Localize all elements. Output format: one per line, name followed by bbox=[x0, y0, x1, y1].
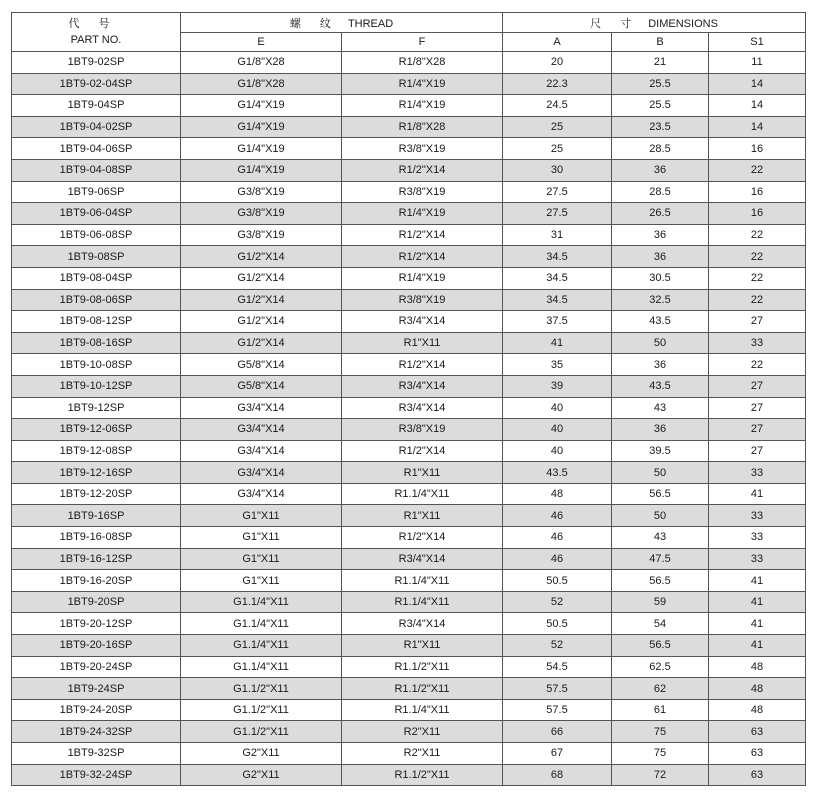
table-row bbox=[12, 462, 806, 484]
dim-s1-cell: 27 bbox=[709, 397, 806, 419]
dim-a-cell: 34.5 bbox=[503, 246, 612, 268]
dim-a-cell: 40 bbox=[503, 397, 612, 419]
dim-b-cell: 75 bbox=[612, 743, 709, 765]
part-no-cell: 1BT9-04SP bbox=[12, 95, 181, 117]
part-no-cell: 1BT9-16SP bbox=[12, 505, 181, 527]
thread-f-cell: R1.1/2"X11 bbox=[342, 656, 503, 678]
thread-e-cell: G3/8"X19 bbox=[181, 203, 342, 225]
dim-a-cell: 20 bbox=[503, 52, 612, 74]
thread-e-cell: G1/4"X19 bbox=[181, 138, 342, 160]
thread-e-cell: G1/2"X14 bbox=[181, 289, 342, 311]
dim-a-cell: 35 bbox=[503, 354, 612, 376]
thread-f-cell: R1/2"X14 bbox=[342, 246, 503, 268]
dim-s1-cell: 41 bbox=[709, 483, 806, 505]
dim-a-cell: 37.5 bbox=[503, 311, 612, 333]
header-part-no bbox=[12, 13, 181, 52]
part-no-cell: 1BT9-20SP bbox=[12, 591, 181, 613]
dim-b-cell: 43.5 bbox=[612, 375, 709, 397]
table-row bbox=[12, 419, 806, 441]
dim-b-cell: 36 bbox=[612, 354, 709, 376]
thread-e-cell: G1"X11 bbox=[181, 527, 342, 549]
header-thread-en: THREAD bbox=[347, 17, 394, 30]
thread-e-cell: G1/4"X19 bbox=[181, 95, 342, 117]
thread-e-cell: G1.1/4"X11 bbox=[181, 613, 342, 635]
table-row bbox=[12, 678, 806, 700]
part-no-cell: 1BT9-24SP bbox=[12, 678, 181, 700]
dim-s1-cell: 48 bbox=[709, 699, 806, 721]
thread-f-cell: R3/4"X14 bbox=[342, 548, 503, 570]
dimensions-table bbox=[11, 12, 806, 786]
dim-b-cell: 43.5 bbox=[612, 311, 709, 333]
thread-e-cell: G1.1/2"X11 bbox=[181, 721, 342, 743]
header-dimensions bbox=[503, 13, 806, 33]
dim-a-cell: 57.5 bbox=[503, 678, 612, 700]
dim-b-cell: 39.5 bbox=[612, 440, 709, 462]
part-no-cell: 1BT9-12-20SP bbox=[12, 483, 181, 505]
thread-f-cell: R1/4"X19 bbox=[342, 203, 503, 225]
dim-s1-cell: 33 bbox=[709, 548, 806, 570]
thread-f-cell: R1.1/4"X11 bbox=[342, 699, 503, 721]
dim-b-cell: 36 bbox=[612, 246, 709, 268]
dim-b-cell: 56.5 bbox=[612, 483, 709, 505]
part-no-cell: 1BT9-32SP bbox=[12, 743, 181, 765]
thread-f-cell: R3/8"X19 bbox=[342, 138, 503, 160]
thread-e-cell: G2"X11 bbox=[181, 743, 342, 765]
dim-a-cell: 66 bbox=[503, 721, 612, 743]
dim-s1-cell: 14 bbox=[709, 95, 806, 117]
dim-a-cell: 34.5 bbox=[503, 267, 612, 289]
dim-s1-cell: 33 bbox=[709, 462, 806, 484]
table-row bbox=[12, 332, 806, 354]
dim-b-cell: 61 bbox=[612, 699, 709, 721]
dim-b-cell: 59 bbox=[612, 591, 709, 613]
thread-f-cell: R1/4"X19 bbox=[342, 73, 503, 95]
thread-f-cell: R2"X11 bbox=[342, 721, 503, 743]
dim-a-cell: 46 bbox=[503, 548, 612, 570]
thread-f-cell: R1"X11 bbox=[342, 505, 503, 527]
table-row bbox=[12, 505, 806, 527]
thread-e-cell: G1"X11 bbox=[181, 505, 342, 527]
table-row bbox=[12, 699, 806, 721]
dim-s1-cell: 22 bbox=[709, 159, 806, 181]
thread-f-cell: R1"X11 bbox=[342, 462, 503, 484]
part-no-cell: 1BT9-02SP bbox=[12, 52, 181, 74]
table-row bbox=[12, 159, 806, 181]
part-no-cell: 1BT9-24-32SP bbox=[12, 721, 181, 743]
dim-a-cell: 41 bbox=[503, 332, 612, 354]
dim-b-cell: 56.5 bbox=[612, 570, 709, 592]
part-no-cell: 1BT9-08-04SP bbox=[12, 267, 181, 289]
dim-a-cell: 25 bbox=[503, 116, 612, 138]
thread-f-cell: R3/4"X14 bbox=[342, 311, 503, 333]
dim-s1-cell: 48 bbox=[709, 678, 806, 700]
dim-a-cell: 67 bbox=[503, 743, 612, 765]
part-no-cell: 1BT9-24-20SP bbox=[12, 699, 181, 721]
thread-f-cell: R1.1/4"X11 bbox=[342, 483, 503, 505]
dim-s1-cell: 41 bbox=[709, 613, 806, 635]
dim-s1-cell: 22 bbox=[709, 354, 806, 376]
table-row bbox=[12, 246, 806, 268]
dim-b-cell: 28.5 bbox=[612, 181, 709, 203]
part-no-cell: 1BT9-08-16SP bbox=[12, 332, 181, 354]
thread-e-cell: G5/8"X14 bbox=[181, 354, 342, 376]
thread-f-cell: R1/2"X14 bbox=[342, 159, 503, 181]
table-row bbox=[12, 203, 806, 225]
table-row bbox=[12, 397, 806, 419]
dim-s1-cell: 33 bbox=[709, 332, 806, 354]
table-row bbox=[12, 570, 806, 592]
thread-f-cell: R3/4"X14 bbox=[342, 375, 503, 397]
thread-e-cell: G1.1/2"X11 bbox=[181, 699, 342, 721]
table-row bbox=[12, 375, 806, 397]
thread-f-cell: R1"X11 bbox=[342, 332, 503, 354]
thread-e-cell: G3/4"X14 bbox=[181, 397, 342, 419]
dim-a-cell: 50.5 bbox=[503, 613, 612, 635]
dim-s1-cell: 27 bbox=[709, 311, 806, 333]
dim-b-cell: 32.5 bbox=[612, 289, 709, 311]
part-no-cell: 1BT9-12SP bbox=[12, 397, 181, 419]
part-no-cell: 1BT9-08SP bbox=[12, 246, 181, 268]
dim-s1-cell: 63 bbox=[709, 743, 806, 765]
table-row bbox=[12, 483, 806, 505]
dim-b-cell: 43 bbox=[612, 527, 709, 549]
thread-f-cell: R1.1/4"X11 bbox=[342, 591, 503, 613]
dim-b-cell: 36 bbox=[612, 159, 709, 181]
dim-s1-cell: 33 bbox=[709, 505, 806, 527]
thread-e-cell: G2"X11 bbox=[181, 764, 342, 786]
dim-a-cell: 27.5 bbox=[503, 203, 612, 225]
dim-b-cell: 56.5 bbox=[612, 635, 709, 657]
thread-f-cell: R3/4"X14 bbox=[342, 397, 503, 419]
column-header-e: E bbox=[181, 33, 342, 52]
thread-e-cell: G1/4"X19 bbox=[181, 159, 342, 181]
dim-s1-cell: 63 bbox=[709, 721, 806, 743]
table-row bbox=[12, 224, 806, 246]
dim-a-cell: 52 bbox=[503, 591, 612, 613]
dim-a-cell: 52 bbox=[503, 635, 612, 657]
part-no-cell: 1BT9-10-12SP bbox=[12, 375, 181, 397]
dim-a-cell: 43.5 bbox=[503, 462, 612, 484]
thread-f-cell: R2"X11 bbox=[342, 743, 503, 765]
dim-b-cell: 54 bbox=[612, 613, 709, 635]
dim-b-cell: 50 bbox=[612, 462, 709, 484]
part-no-cell: 1BT9-20-24SP bbox=[12, 656, 181, 678]
dim-a-cell: 46 bbox=[503, 505, 612, 527]
table-row bbox=[12, 73, 806, 95]
table-row bbox=[12, 138, 806, 160]
header-dimensions-cn: 尺 寸 bbox=[590, 17, 640, 30]
column-header-s1: S1 bbox=[709, 33, 806, 52]
dim-a-cell: 54.5 bbox=[503, 656, 612, 678]
thread-e-cell: G1"X11 bbox=[181, 548, 342, 570]
thread-f-cell: R1/2"X14 bbox=[342, 440, 503, 462]
thread-e-cell: G1.1/4"X11 bbox=[181, 635, 342, 657]
dim-s1-cell: 27 bbox=[709, 375, 806, 397]
part-no-cell: 1BT9-06-04SP bbox=[12, 203, 181, 225]
thread-e-cell: G1"X11 bbox=[181, 570, 342, 592]
part-no-cell: 1BT9-06-08SP bbox=[12, 224, 181, 246]
dim-b-cell: 43 bbox=[612, 397, 709, 419]
column-header-b: B bbox=[612, 33, 709, 52]
dim-s1-cell: 41 bbox=[709, 635, 806, 657]
dim-a-cell: 46 bbox=[503, 527, 612, 549]
dim-a-cell: 30 bbox=[503, 159, 612, 181]
dim-a-cell: 50.5 bbox=[503, 570, 612, 592]
table-row bbox=[12, 743, 806, 765]
dim-b-cell: 50 bbox=[612, 332, 709, 354]
thread-f-cell: R1.1/2"X11 bbox=[342, 678, 503, 700]
dim-s1-cell: 48 bbox=[709, 656, 806, 678]
thread-e-cell: G3/8"X19 bbox=[181, 224, 342, 246]
dim-b-cell: 25.5 bbox=[612, 73, 709, 95]
table-row bbox=[12, 289, 806, 311]
dim-a-cell: 48 bbox=[503, 483, 612, 505]
dim-s1-cell: 14 bbox=[709, 73, 806, 95]
dim-a-cell: 40 bbox=[503, 419, 612, 441]
dim-a-cell: 24.5 bbox=[503, 95, 612, 117]
dim-b-cell: 36 bbox=[612, 419, 709, 441]
thread-e-cell: G3/4"X14 bbox=[181, 483, 342, 505]
dim-s1-cell: 41 bbox=[709, 591, 806, 613]
thread-f-cell: R1/8"X28 bbox=[342, 116, 503, 138]
thread-f-cell: R3/8"X19 bbox=[342, 181, 503, 203]
thread-f-cell: R1/8"X28 bbox=[342, 52, 503, 74]
thread-e-cell: G3/4"X14 bbox=[181, 440, 342, 462]
part-no-cell: 1BT9-12-06SP bbox=[12, 419, 181, 441]
thread-f-cell: R1.1/2"X11 bbox=[342, 764, 503, 786]
table-body bbox=[12, 52, 806, 786]
thread-f-cell: R1/2"X14 bbox=[342, 527, 503, 549]
thread-e-cell: G1/8"X28 bbox=[181, 52, 342, 74]
dim-b-cell: 21 bbox=[612, 52, 709, 74]
part-no-cell: 1BT9-08-06SP bbox=[12, 289, 181, 311]
dim-a-cell: 40 bbox=[503, 440, 612, 462]
thread-e-cell: G1.1/2"X11 bbox=[181, 678, 342, 700]
dim-a-cell: 57.5 bbox=[503, 699, 612, 721]
thread-f-cell: R1.1/4"X11 bbox=[342, 570, 503, 592]
thread-e-cell: G1/4"X19 bbox=[181, 116, 342, 138]
part-no-cell: 1BT9-20-16SP bbox=[12, 635, 181, 657]
dim-b-cell: 28.5 bbox=[612, 138, 709, 160]
table-row bbox=[12, 764, 806, 786]
table-row bbox=[12, 635, 806, 657]
thread-e-cell: G3/4"X14 bbox=[181, 419, 342, 441]
dim-s1-cell: 22 bbox=[709, 289, 806, 311]
dim-s1-cell: 16 bbox=[709, 203, 806, 225]
thread-f-cell: R1/4"X19 bbox=[342, 267, 503, 289]
dim-a-cell: 25 bbox=[503, 138, 612, 160]
column-header-a: A bbox=[503, 33, 612, 52]
header-thread bbox=[181, 13, 503, 33]
part-no-cell: 1BT9-04-02SP bbox=[12, 116, 181, 138]
part-no-cell: 1BT9-16-12SP bbox=[12, 548, 181, 570]
thread-e-cell: G1/2"X14 bbox=[181, 267, 342, 289]
thread-f-cell: R1"X11 bbox=[342, 635, 503, 657]
table-row bbox=[12, 267, 806, 289]
dim-s1-cell: 41 bbox=[709, 570, 806, 592]
part-no-cell: 1BT9-06SP bbox=[12, 181, 181, 203]
thread-f-cell: R1/2"X14 bbox=[342, 224, 503, 246]
dim-s1-cell: 14 bbox=[709, 116, 806, 138]
dim-b-cell: 47.5 bbox=[612, 548, 709, 570]
thread-e-cell: G1/2"X14 bbox=[181, 311, 342, 333]
table-row bbox=[12, 95, 806, 117]
dim-b-cell: 75 bbox=[612, 721, 709, 743]
table-row bbox=[12, 440, 806, 462]
thread-f-cell: R3/4"X14 bbox=[342, 613, 503, 635]
thread-f-cell: R1/4"X19 bbox=[342, 95, 503, 117]
thread-f-cell: R3/8"X19 bbox=[342, 289, 503, 311]
part-no-cell: 1BT9-10-08SP bbox=[12, 354, 181, 376]
dim-s1-cell: 63 bbox=[709, 764, 806, 786]
part-no-cell: 1BT9-16-08SP bbox=[12, 527, 181, 549]
column-header-f: F bbox=[342, 33, 503, 52]
thread-e-cell: G3/4"X14 bbox=[181, 462, 342, 484]
dim-s1-cell: 22 bbox=[709, 267, 806, 289]
header-thread-cn: 螺 纹 bbox=[289, 17, 339, 30]
dim-s1-cell: 16 bbox=[709, 138, 806, 160]
dim-b-cell: 36 bbox=[612, 224, 709, 246]
spec-sheet bbox=[11, 12, 806, 786]
thread-e-cell: G1/8"X28 bbox=[181, 73, 342, 95]
part-no-cell: 1BT9-32-24SP bbox=[12, 764, 181, 786]
dim-a-cell: 68 bbox=[503, 764, 612, 786]
dim-b-cell: 25.5 bbox=[612, 95, 709, 117]
thread-e-cell: G5/8"X14 bbox=[181, 375, 342, 397]
dim-b-cell: 26.5 bbox=[612, 203, 709, 225]
dim-a-cell: 39 bbox=[503, 375, 612, 397]
header-part-no-cn: 代 号 bbox=[68, 18, 118, 30]
table-row bbox=[12, 181, 806, 203]
part-no-cell: 1BT9-20-12SP bbox=[12, 613, 181, 635]
dim-b-cell: 50 bbox=[612, 505, 709, 527]
part-no-cell: 1BT9-04-08SP bbox=[12, 159, 181, 181]
dim-a-cell: 22.3 bbox=[503, 73, 612, 95]
dim-s1-cell: 16 bbox=[709, 181, 806, 203]
part-no-cell: 1BT9-16-20SP bbox=[12, 570, 181, 592]
table-row bbox=[12, 548, 806, 570]
table-row bbox=[12, 311, 806, 333]
thread-e-cell: G1/2"X14 bbox=[181, 332, 342, 354]
part-no-cell: 1BT9-02-04SP bbox=[12, 73, 181, 95]
thread-f-cell: R1/2"X14 bbox=[342, 354, 503, 376]
header-part-no-en: PART NO. bbox=[70, 34, 122, 46]
dim-s1-cell: 27 bbox=[709, 419, 806, 441]
dim-a-cell: 27.5 bbox=[503, 181, 612, 203]
part-no-cell: 1BT9-04-06SP bbox=[12, 138, 181, 160]
table-row bbox=[12, 354, 806, 376]
part-no-cell: 1BT9-12-16SP bbox=[12, 462, 181, 484]
dim-b-cell: 62.5 bbox=[612, 656, 709, 678]
table-row bbox=[12, 591, 806, 613]
table-row bbox=[12, 52, 806, 74]
dim-b-cell: 62 bbox=[612, 678, 709, 700]
part-no-cell: 1BT9-08-12SP bbox=[12, 311, 181, 333]
thread-f-cell: R3/8"X19 bbox=[342, 419, 503, 441]
dim-b-cell: 30.5 bbox=[612, 267, 709, 289]
table-row bbox=[12, 721, 806, 743]
thread-e-cell: G1.1/4"X11 bbox=[181, 656, 342, 678]
dim-b-cell: 72 bbox=[612, 764, 709, 786]
thread-e-cell: G3/8"X19 bbox=[181, 181, 342, 203]
dim-a-cell: 34.5 bbox=[503, 289, 612, 311]
table-row bbox=[12, 527, 806, 549]
thread-e-cell: G1/2"X14 bbox=[181, 246, 342, 268]
thread-e-cell: G1.1/4"X11 bbox=[181, 591, 342, 613]
header-dimensions-en: DIMENSIONS bbox=[648, 17, 718, 30]
dim-s1-cell: 22 bbox=[709, 224, 806, 246]
dim-s1-cell: 27 bbox=[709, 440, 806, 462]
table-row bbox=[12, 116, 806, 138]
dim-a-cell: 31 bbox=[503, 224, 612, 246]
dim-b-cell: 23.5 bbox=[612, 116, 709, 138]
part-no-cell: 1BT9-12-08SP bbox=[12, 440, 181, 462]
dim-s1-cell: 22 bbox=[709, 246, 806, 268]
table-row bbox=[12, 656, 806, 678]
dim-s1-cell: 11 bbox=[709, 52, 806, 74]
table-row bbox=[12, 613, 806, 635]
dim-s1-cell: 33 bbox=[709, 527, 806, 549]
